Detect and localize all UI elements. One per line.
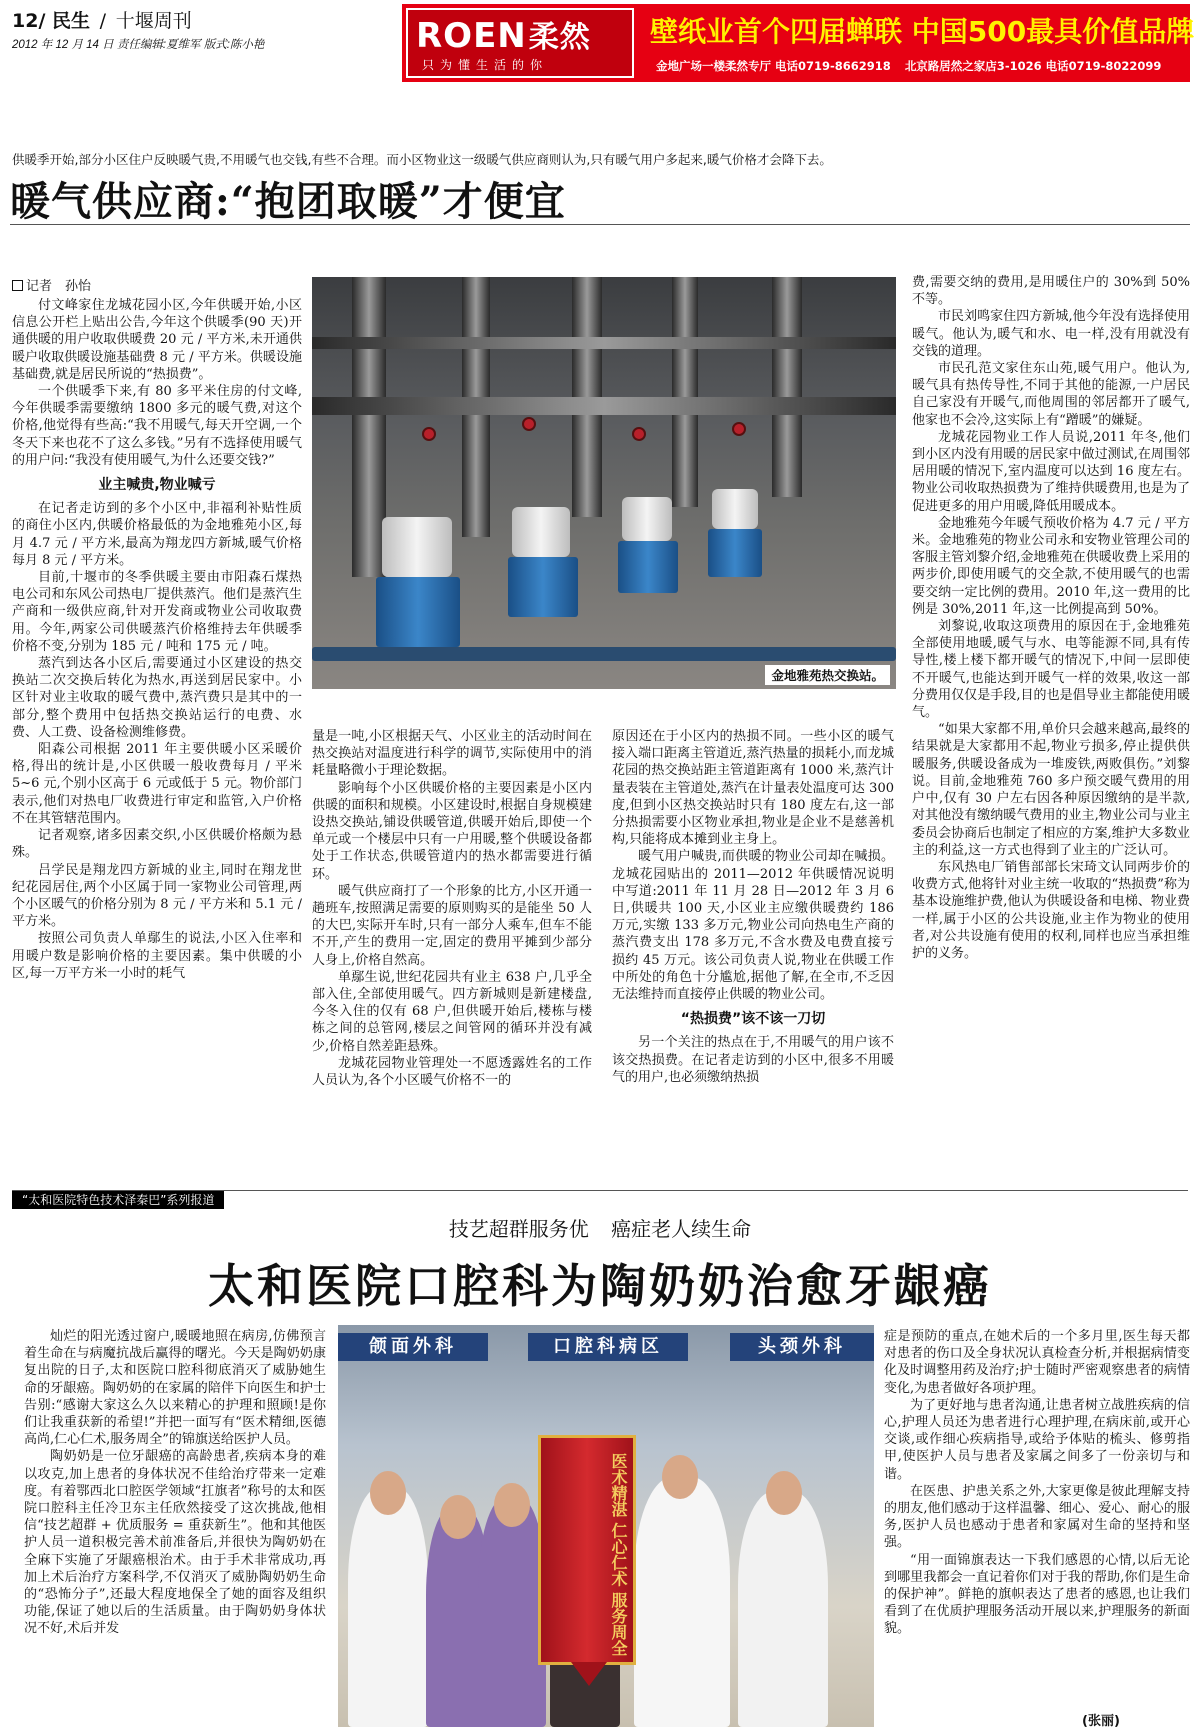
paragraph: 暖气用户喊贵,而供暖的物业公司却在喊损。龙城花园贴出的 2011—2012 年供暖情况说明中写道:2011 年 11 月 28 日—2012 年 3 月 6 日,供暖共 100 天,小区业主应缴供暖费约 186 万元,实缴 133 多万元,物业公司向热电生产商的蒸汽费支出 178 多万元,不含水费及电费直接亏损约 45 万元。该公司负责人说,物业在供暖工作中所处的角色十分尴尬,据他了解,在全市,不乏因无法维持而直接停止供暖的物业公司。 (612, 849, 894, 1003)
byline (12, 275, 91, 294)
paragraph: 蒸汽到达各小区后,需要通过小区建设的热交换站二次交换后转化为热水,再送到居民家中。小区针对业主收取的暖气费中,蒸汽费只是其中的一部分,整个费用中包括热交换站运行的电费、水费、人工费、设备检测维修费。 (12, 656, 302, 740)
paragraph: 金地雅苑今年暖气预收价格为 4.7 元 / 平方米。金地雅苑的物业公司永和安物业管理公司的客服主管刘黎介绍,金地雅苑在供暖收费上采用的两步价,即使用暖气的交全款,不使用暖气的也需要交纳一定比例的费用。2010 年,这一费用的比例是 30%,2011 年,这一比例提高到 50%。 (912, 515, 1190, 617)
paragraph: 费,需要交纳的费用,是用暖住户的 30%到 50%不等。 (912, 275, 1190, 308)
paragraph: 龙城花园物业工作人员说,2011 年冬,他们到小区内没有用暖的居民家中做过测试,在周围邻居用暖的情况下,室内温度可以达到 16 度左右。物业公司收取热损费为了维持供暖费用,也是为了促进更多的用户用暖,降低用暖成本。 (912, 429, 1190, 514)
section-name: 民生 (52, 10, 91, 32)
paragraph: 单鄢生说,世纪花园共有业主 638 户,几乎全部入住,全部使用暖气。四方新城则是新建楼盘,今冬入住的仅有 68 户,但供暖开始后,楼栋与楼栋之间的总管网,楼层之间管网的循环并没有减少,价格自然差距悬殊。 (312, 969, 592, 1054)
paragraph: 陶奶奶是一位牙龈癌的高龄患者,疾病本身的难以攻克,加上患者的身体状况不佳给治疗带来一定难度。有着鄂西北口腔医学领域“扛旗者”称号的太和医院口腔科主任冷卫东主任欣然接受了这次挑战,他相信“技艺超群 + 优质服务 = 重获新生”。他和其他医护人员一道积极完善术前准备后,并很快为陶奶奶在全麻下实施了牙龈癌根治术。由于手术非常成功,再加上术后治疗方案科学,不仅消灭了威胁陶奶奶生命的“恐怖分子”,还最大程度地保全了她的面容及组织功能,保证了她以后的生活质量。由于陶奶奶身体状况不好,术后并发 (24, 1449, 326, 1637)
paragraph: 灿烂的阳光透过窗户,暖暖地照在病房,仿佛预言着生命在与病魔抗战后赢得的曙光。今天是陶奶奶康复出院的日子,太和医院口腔科彻底消灭了威胁她生命的牙龈癌。陶奶奶的在家属的陪伴下向医生和护士告别:“感谢大家这么久以来精心的护理和照顾!是你们让我重获新的希望!”并把一面写有“医术精细,医德高尚,仁心仁术,服务周全”的锦旗送给医护人员。 (24, 1329, 326, 1448)
paragraph: 为了更好地与患者沟通,让患者树立战胜疾病的信心,护理人员还为患者进行心理护理,在病床前,或开心交谈,或作细心疾病指导,或给予体贴的梳头、修剪指甲,使医护人员与患者及家属之间多了一份亲切与和谐。 (884, 1397, 1190, 1482)
photo-caption: 金地雅苑热交换站。 (765, 665, 890, 685)
kicker-right: 癌症老人续生命 (611, 1217, 752, 1241)
ward-sign: 颌面外科 (338, 1333, 488, 1361)
silk-banner: 医术精湛 仁心仁术 服务周全 (538, 1435, 636, 1665)
article-column-4 (912, 274, 1190, 1168)
header-separator: / (99, 10, 107, 32)
article-signature: (张丽) (1082, 1714, 1120, 1729)
ad-contact: 金地广场一楼柔然专厅 电话0719-8662918 (656, 59, 891, 73)
paragraph: 市民刘鸣家住四方新城,他今年没有选择使用暖气。他认为,暖气和水、电一样,没有用就没有交钱的道理。 (912, 309, 1190, 359)
article-column-1 (12, 297, 302, 1167)
ad-contacts (656, 58, 1171, 74)
hospital-group-photo (338, 1325, 874, 1727)
header-meta: 2012 年 12 月 14 日 责任编辑:夏维军 版式:陈小艳 (12, 39, 265, 51)
paragraph: 症是预防的重点,在她术后的一个多月里,医生每天都对患者的伤口及全身状况认真检查分析,并根据病情变化及时调整用药及治疗;护士随时严密观察患者的病情变化,为患者做好各项护理。 (884, 1329, 1190, 1396)
paragraph: 在医患、护患关系之外,大家更像是彼此理解支持的朋友,他们感动于这样温馨、细心、爱心、耐心的服务,医护人员也感动于患者和家属对生命的坚持和坚强。 (884, 1483, 1190, 1551)
paragraph: 影响每个小区供暖价格的主要因素是小区内供暖的面积和规模。小区建设时,根据自身规模建设热交换站,铺设供暖管道,供暖开始后,即使一个单元或一个楼层中只有一户用暖,整个供暖设备都处于工作状态,供暖管道内的热水都需要进行循环。 (312, 780, 592, 882)
kicker-left: 技艺超群服务优 (448, 1217, 589, 1241)
paragraph: 东风热电厂销售部部长宋琦文认同两步价的收费方式,他将针对业主统一收取的“热损费”称为基本设施维护费,他认为供暖设备和电梯、物业费一样,属于小区的公共设施,业主作为物业的使用者,对公共设施有使用的权利,同样也应当承担维护的义务。 (912, 859, 1190, 961)
paragraph: 记者观察,诸多因素交织,小区供暖价格颇为悬殊。 (12, 828, 302, 861)
series-band (12, 1190, 1188, 1208)
paragraph: 量是一吨,小区根据天气、小区业主的活动时间在热交换站对温度进行科学的调节,实际使用中的消耗量略微小于理论数据。 (312, 729, 592, 779)
ward-sign: 口腔科病区 (528, 1333, 688, 1361)
article-column-2 (312, 728, 592, 1168)
series-label: “太和医院特色技术泽秦巴”系列报道 (12, 1191, 224, 1209)
paragraph: 一个供暖季下来,有 80 多平米住房的付文峰,今年供暖季需要缴纳 1800 多元的暖气费,对这个价格,他觉得有些高:“我不用暖气,每天开空调,一个冬天下来也花不了这么多钱。”另有不选择使用暖气的用户问:“我没有使用暖气,为什么还要交钱?” (12, 384, 302, 468)
paragraph: 付文峰家住龙城花园小区,今年供暖开始,小区信息公开栏上贴出公告,今年这个供暖季(90 天)开通供暖的用户收取供暖费 20 元 / 平方米,未开通供暖户收取供暖设施基础费 8 元 / 平方米。供暖设施基础费,就是居民所说的“热损费”。 (12, 298, 302, 382)
advertisement-banner[interactable] (402, 4, 1195, 82)
byline-marker-icon (12, 280, 23, 291)
paragraph: 目前,十堰市的冬季供暖主要由市阳森石煤热电公司和东风公司热电厂提供蒸汽。他们是蒸汽生产商和一级供应商,针对开发商或物业公司收取费用。今年,两家公司供暖蒸汽价格维持去年供暖季价格不变,分别为 185 元 / 吨和 175 元 / 吨。 (12, 570, 302, 654)
byline-text: 记者 孙怡 (26, 279, 92, 294)
page-number: 12/ (12, 10, 46, 32)
ad-contact: 北京路居然之家店3-1026 电话0719-8022099 (904, 59, 1162, 73)
article-headline: 暖气供应商:“抱团取暖”才便宜 (10, 178, 566, 225)
article-kicker (0, 1213, 1200, 1242)
article-column-1 (24, 1328, 326, 1728)
page-header (12, 6, 192, 33)
heat-exchange-station-photo (312, 277, 896, 689)
article-column-2 (884, 1328, 1190, 1708)
brand-logo (406, 8, 634, 78)
paragraph: 刘黎说,收取这项费用的原因在于,金地雅苑全部使用地暖,暖气与水、电等能源不同,具有传导性,楼上楼下都开暖气的情况下,中间一层即使不开暖气,也能达到开暖气一样的效果,收这一部分费用仅仅是手段,目的也是倡导业主都能使用暖气。 (912, 619, 1190, 721)
paragraph: “如果大家都不用,单价只会越来越高,最终的结果就是大家都用不起,物业亏损多,停止提供供暖服务,供暖设备成为一堆废铁,两败俱伤。”刘黎说。目前,金地雅苑 760 多户预交暖气费用的用户中,仅有 30 户左右因各种原因缴纳的是半款,对其他没有缴纳暖气费用的业主,物业公司与业主委员会协商后也制定了相应的方案,维护大多数业主的利益,这一方式也得到了业主的广泛认可。 (912, 722, 1190, 858)
paragraph: 暖气供应商打了一个形象的比方,小区开通一趟班车,按照满足需要的原则购买的是能坐 50 人的大巴,实际开车时,只有一部分人乘车,但车不能不开,产生的费用一定,固定的费用平摊到少部分人身上,价格自然高。 (312, 883, 592, 968)
section-subhead: “热损费”该不该一刀切 (680, 1011, 826, 1028)
paragraph: “用一面锦旗表达一下我们感恩的心情,以后无论到哪里我都会一直记着你们对于我的帮助,你们是生命的保护神”。鲜艳的旗帜表达了患者的感恩,也让我们看到了在优质护理服务活动开展以来,护理服务的新面貌。 (884, 1552, 1190, 1637)
brand-name (416, 12, 591, 56)
paragraph: 按照公司负责人单鄢生的说法,小区入住率和用暖户数是影响价格的主要因素。集中供暖的小区,每一万平方米一小时的耗气 (12, 931, 302, 981)
article-lead: 供暖季开始,部分小区住户反映暖气贵,不用暖气也交钱,有些不合理。而小区物业这一级暖气供应商则认为,只有暖气用户多起来,暖气价格才会降下去。 (12, 152, 832, 167)
article-column-3 (612, 728, 894, 1168)
paragraph: 另一个关注的热点在于,不用暖气的用户该不该交热损费。在记者走访到的小区中,很多不用暖气的用户,也必须缴纳热损 (612, 1035, 894, 1085)
ad-headline: 壁纸业首个四届蝉联 中国500最具价值品牌 (650, 15, 1195, 48)
paragraph: 原因还在于小区内的热损不同。一些小区的暖气接入端口距离主管道近,蒸汽热量的损耗小,而龙城花园的热交换站距主管道距离有 1000 米,蒸汽计量表装在主管道处,蒸汽在计量表处温度可达 300 度,但到小区热交换站时只有 180 度左右,这一部分热损需要小区物业承担,物业是企业不是慈善机构,只能将成本摊到业主身上。 (612, 729, 894, 848)
paragraph: 市民孔范文家住东山苑,暖气用户。他认为,暖气具有热传导性,不同于其他的能源,一户居民自己家没有开暖气,而他周围的邻居都开了暖气,他家也不会冷,这实际上有“蹭暖”的嫌疑。 (912, 361, 1190, 428)
divider (10, 224, 1190, 225)
publication-name: 十堰周刊 (115, 10, 192, 32)
brand-cn: 柔然 (528, 20, 591, 55)
brand-latin: ROEN (416, 16, 527, 56)
article-headline: 太和医院口腔科为陶奶奶治愈牙龈癌 (208, 1259, 992, 1313)
paragraph: 龙城花园物业管理处一不愿透露姓名的工作人员认为,各个小区暖气价格不一的 (312, 1055, 592, 1089)
paragraph: 在记者走访到的多个小区中,非福利补贴性质的商住小区内,供暖价格最低的为金地雅苑小区,每月 4.7 元 / 平方米,最高为翔龙四方新城,暖气价格每月 8 元 / 平方米。 (12, 501, 302, 568)
paragraph: 阳森公司根据 2011 年主要供暖小区采暖价格,得出的统计是,小区供暖一般收费每月 / 平米 5~6 元,个别小区高于 6 元或低于 5 元。物价部门表示,他们对热电厂收费进行审定和监管,入户价格不在其管辖范围内。 (12, 742, 302, 826)
brand-slogan: 只为懂生活的你 (422, 58, 549, 72)
paragraph: 吕学民是翔龙四方新城的业主,同时在翔龙世纪花园居住,两个小区属于同一家物业公司管理,两个小区暖气的价格分别为 8 元 / 平方米和 5.1 元 / 平方米。 (12, 862, 302, 930)
section-subhead: 业主喊贵,物业喊亏 (98, 477, 216, 494)
ward-sign: 头颈外科 (730, 1333, 874, 1361)
